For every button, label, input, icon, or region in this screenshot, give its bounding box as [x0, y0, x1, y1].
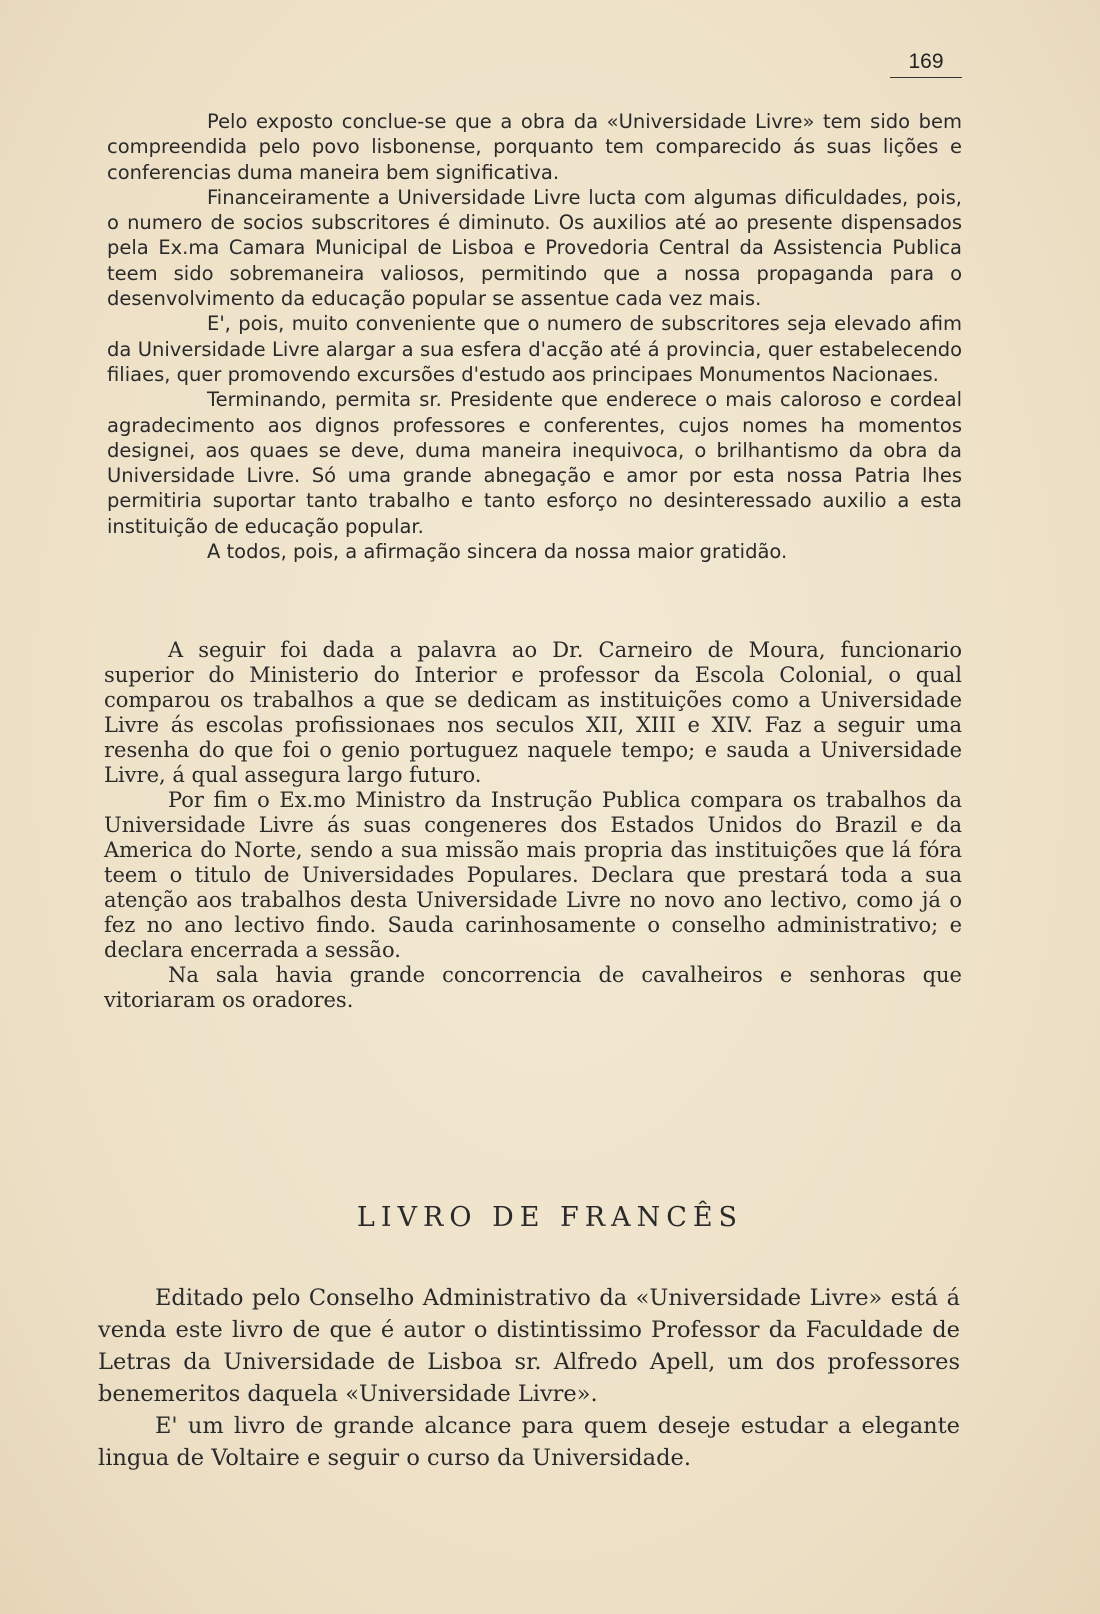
report-paragraph: Por fim o Ex.mo Ministro da Instrução Publica compara os trabalhos da Universidade Livre ás suas congeneres dos Estados Unidos do Brazil e da America do Norte, sendo a sua missão mais propria das instituições que lá fóra teem o titulo de Universidades Populares. Declara que prestará toda a sua atenção aos trabalhos desta Universidade Livre no novo ano lectivo, como já o fez no ano lectivo findo. Sauda carinhosamente o conselho administrativo; e declara encerrada a sessão. [104, 788, 962, 962]
speech-paragraph: Pelo exposto conclue-se que a obra da «Universidade Livre» tem sido bem compreendida pelo povo lisbonense, porquanto tem comparecido ás suas lições e conferencias duma maneira bem significativa. [107, 110, 962, 184]
report-paragraph: Na sala havia grande concorrencia de cavalheiros e senhoras que vitoriaram os oradores. [104, 963, 962, 1012]
speech-paragraph: A todos, pois, a afirmação sincera da nossa maior gratidão. [207, 540, 788, 564]
speech-paragraph: E', pois, muito conveniente que o numero de subscritores seja elevado afim da Universidade Livre alargar a sua esfera d'acção até á provincia, quer estabelecendo filiaes, quer promovendo excursões d'estudo aos principaes Monumentos Nacionaes. [107, 312, 962, 386]
report-paragraph: A seguir foi dada a palavra ao Dr. Carneiro de Moura, funcionario superior do Ministerio do Interior e professor da Escola Colonial, o qual comparou os trabalhos a que se dedicam as instituições como a Universidade Livre ás escolas profissionaes nos seculos XII, XIII e XIV. Faz a seguir uma resenha do que foi o genio portuguez naquele tempo; e sauda a Universidade Livre, á qual assegura largo futuro. [104, 638, 962, 787]
book-notice-block [98, 1282, 960, 1474]
book-paragraph: E' um livro de grande alcance para quem deseje estudar a elegante lingua de Voltaire e seguir o curso da Universidade. [98, 1413, 960, 1471]
section-heading: LIVRO DE FRANCÊS [356, 1202, 744, 1233]
book-paragraph: Editado pelo Conselho Administrativo da «Universidade Livre» está á venda este livro de que é autor o distintissimo Professor da Faculdade de Letras da Universidade de Lisboa sr. Alfredo Apell, um dos professores benemeritos daquela «Universidade Livre». [98, 1285, 960, 1407]
speech-paragraph: Financeiramente a Universidade Livre lucta com algumas dificuldades, pois, o numero de socios subscritores é diminuto. Os auxilios até ao presente dispensados pela Ex.ma Camara Municipal de Lisboa e Provedoria Central da Assistencia Publica teem sido sobremaneira valiosos, permitindo que a nossa propaganda para o desenvolvimento da educação popular se assentue cada vez mais. [107, 185, 962, 311]
speech-paragraph: Terminando, permita sr. Presidente que enderece o mais caloroso e cordeal agradecimento aos dignos professores e conferentes, cujos nomes ha momentos designei, aos quaes se deve, duma maneira inequivoca, o brilhantismo da obra da Universidade Livre. Só uma grande abnegação e amor por esta nossa Patria lhes permitiria suportar tanto trabalho e tanto esforço no desinteressado auxilio a esta instituição de educação popular. [107, 388, 962, 538]
speech-text-block [107, 109, 962, 564]
page-number: 169 [890, 50, 962, 78]
session-report-block [104, 638, 962, 1013]
